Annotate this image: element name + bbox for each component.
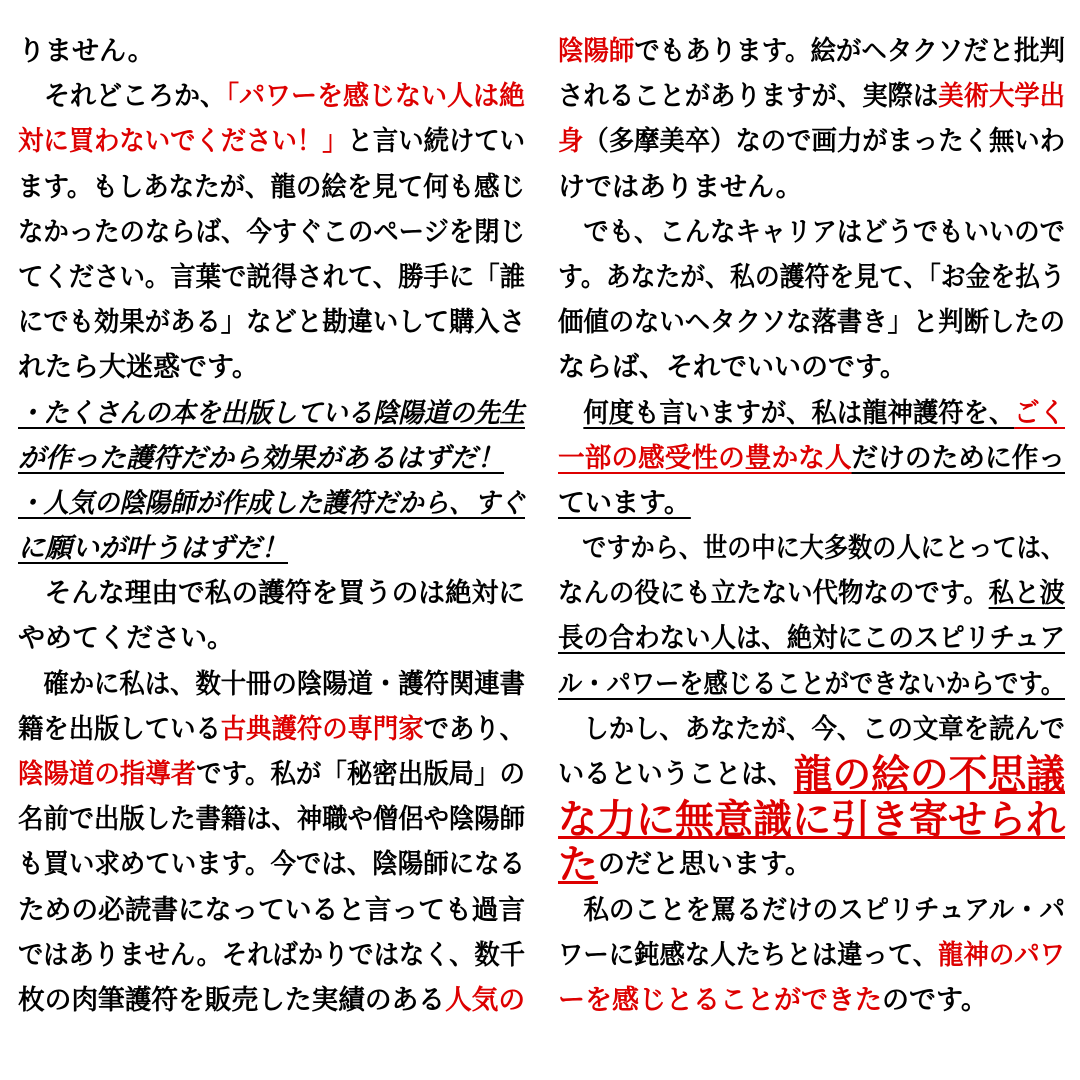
text-segment: が作った護符だから効果があるはずだ！	[18, 442, 504, 474]
text-segment: た	[558, 842, 598, 889]
text-segment: です。私が「秘密出版局」の	[196, 759, 525, 790]
text-line-content	[18, 436, 504, 481]
text-segment: と言い続けてい	[347, 126, 525, 158]
text-line-content	[558, 29, 1065, 74]
text-line	[18, 933, 525, 978]
text-line	[558, 29, 1065, 74]
text-line	[558, 797, 1065, 842]
text-line-content	[558, 165, 803, 210]
text-line-content	[558, 933, 1065, 978]
text-segment: 陰陽道の指導者	[18, 759, 197, 790]
text-line-content	[558, 616, 1065, 661]
text-segment: いるということは、	[558, 759, 794, 790]
text-segment: 龍の絵の不思議	[793, 752, 1065, 798]
text-segment: 「パワーを感じない人は絶	[226, 81, 525, 113]
text-line-content	[558, 842, 812, 888]
text-line-content	[18, 707, 525, 752]
text-segment: に願いが叶うはずだ！	[18, 533, 288, 565]
text-line-content	[18, 29, 155, 74]
text-line-content	[18, 933, 525, 978]
text-line	[558, 74, 1065, 119]
text-segment: 私のことを罵るだけのスピリチュアル・パ	[558, 894, 1065, 926]
text-segment: されることがありますが、実際は	[558, 81, 939, 113]
text-line	[558, 888, 1065, 933]
text-line	[18, 255, 525, 300]
text-line-content	[18, 662, 525, 707]
text-line	[18, 345, 525, 390]
text-line	[18, 752, 525, 797]
text-line-content	[558, 391, 1065, 436]
right-column	[558, 29, 1065, 1023]
text-line	[18, 888, 525, 933]
text-line-content	[18, 842, 525, 887]
text-line-content	[18, 481, 525, 526]
text-line-content	[558, 300, 1065, 345]
text-line	[18, 165, 525, 210]
text-segment: （多摩美卒）なので画力がまったく無いわ	[583, 126, 1065, 158]
text-line	[558, 165, 1065, 210]
text-segment: 長の合わない人は、絶対にこのスピリチュア	[558, 623, 1065, 655]
text-line	[18, 842, 525, 887]
text-segment: であり、	[423, 713, 525, 745]
text-segment: 枚の肉筆護符を販売した実績のある	[18, 984, 445, 1016]
text-segment: 名前で出版した書籍は、神職や僧侶や陰陽師	[18, 804, 525, 836]
text-line-content	[558, 888, 1065, 933]
text-line-content	[558, 978, 988, 1023]
text-line	[18, 481, 525, 526]
text-line-content	[558, 481, 691, 526]
text-segment: でも、こんなキャリアはどうでもいいので	[558, 216, 1065, 248]
text-segment: ています。	[558, 487, 691, 519]
text-segment: のだと思います。	[598, 849, 812, 881]
text-segment: も買い求めています。今では、陰陽師になる	[18, 849, 525, 881]
text-line-content	[558, 662, 1065, 707]
text-line	[558, 752, 1065, 797]
text-segment: ごく	[1014, 397, 1065, 429]
text-line-content	[18, 165, 525, 210]
text-line-content	[558, 752, 1065, 798]
text-line	[558, 255, 1065, 300]
text-line-content	[18, 526, 288, 571]
text-line	[558, 662, 1065, 707]
text-line	[18, 616, 525, 661]
text-line	[558, 526, 1065, 571]
text-line	[558, 481, 1065, 526]
text-segment: 人気の	[444, 984, 525, 1016]
text-line-content	[18, 797, 525, 842]
text-segment	[558, 398, 583, 429]
text-line	[18, 571, 525, 616]
text-line	[18, 436, 525, 481]
text-segment: ための必読書になっていると言っても過言	[18, 894, 525, 926]
text-segment: だけのために作っ	[851, 442, 1065, 474]
text-segment: ですから、世の中に大多数の人にとっては、	[558, 533, 1065, 565]
text-line	[558, 842, 1065, 887]
text-segment: なかったのならば、今すぐこのページを閉じ	[18, 216, 525, 248]
text-segment: ル・パワーを感じることができないからです。	[558, 668, 1065, 700]
text-line	[558, 707, 1065, 752]
text-segment: ・たくさんの本を出版している陰陽道の先生	[18, 397, 525, 429]
text-line-content	[18, 571, 525, 616]
text-line-content	[558, 707, 1065, 752]
text-segment: れたら大迷惑です。	[18, 352, 259, 384]
text-line-content	[18, 74, 525, 119]
text-segment: なんの役にも立たない代物なのです。	[558, 578, 989, 610]
text-line	[558, 616, 1065, 661]
text-segment: てください。言葉で説得されて、勝手に「誰	[18, 261, 525, 293]
text-segment: 価値のないヘタクソな落書き」と判断したの	[558, 307, 1065, 339]
text-line	[18, 707, 525, 752]
text-segment: 龍神のパワ	[938, 939, 1065, 971]
text-segment: 対に買わないでください！」	[18, 126, 348, 158]
text-segment: そんな理由で私の護符を買うのは絶対に	[18, 578, 525, 610]
text-segment: 何度も言いますが、私は龍神護符を、	[583, 397, 1015, 429]
text-segment: ワーに鈍感な人たちとは違って、	[558, 939, 939, 971]
text-segment: 確かに私は、数十冊の陰陽道・護符関連書	[18, 668, 525, 700]
text-segment: 籍を出版している	[18, 713, 221, 745]
text-segment: 古典護符の専門家	[220, 713, 424, 745]
text-line-content	[558, 526, 1065, 571]
text-line-content	[18, 391, 525, 436]
left-column	[18, 29, 525, 1023]
text-line-content	[558, 255, 1065, 300]
text-line	[558, 210, 1065, 255]
text-segment: 身	[558, 126, 584, 158]
text-segment: 陰陽師	[558, 36, 635, 67]
text-line-content	[18, 300, 525, 345]
text-segment: ・人気の陰陽師が作成した護符だから、すぐ	[18, 487, 525, 519]
text-line-content	[18, 255, 525, 300]
text-segment: な力に無意識に引き寄せられ	[558, 797, 1065, 844]
text-segment: 私と波	[988, 578, 1065, 610]
text-line	[18, 119, 525, 164]
text-line-content	[558, 74, 1065, 119]
text-line	[558, 978, 1065, 1023]
text-line-content	[558, 119, 1065, 164]
text-line-content	[558, 571, 1065, 616]
text-line	[18, 526, 525, 571]
text-line-content	[18, 616, 234, 661]
text-segment: 美術大学出	[938, 81, 1065, 113]
text-line	[18, 797, 525, 842]
text-line-content	[18, 752, 525, 797]
text-segment: それどころか、	[18, 81, 226, 113]
text-line-content	[558, 436, 1065, 481]
text-line-content	[18, 345, 259, 390]
text-line-content	[18, 888, 525, 933]
text-segment: 一部の感受性の豊かな人	[558, 442, 852, 474]
text-segment: ーを感じとることができた	[558, 984, 882, 1016]
text-line	[18, 74, 525, 119]
text-segment: ならば、それでいいのです。	[558, 352, 907, 384]
text-line	[18, 300, 525, 345]
text-line	[558, 436, 1065, 481]
text-line	[558, 345, 1065, 390]
text-segment: ます。もしあなたが、龍の絵を見て何も感じ	[18, 171, 525, 203]
text-line	[558, 119, 1065, 164]
text-line	[558, 933, 1065, 978]
text-line-content	[18, 978, 525, 1023]
text-line-content	[558, 797, 1065, 843]
text-line	[558, 391, 1065, 436]
text-line	[18, 662, 525, 707]
text-segment: けではありません。	[558, 171, 803, 203]
text-line	[18, 29, 525, 74]
text-line-content	[18, 119, 525, 164]
text-segment: でもあります。絵がヘタクソだと批判	[634, 36, 1065, 67]
text-segment: にでも効果がある」などと勘違いして購入さ	[18, 307, 525, 339]
text-line	[558, 300, 1065, 345]
text-line-content	[558, 345, 907, 390]
text-segment: す。あなたが、私の護符を見て、「お金を払う	[558, 261, 1065, 293]
text-line	[558, 571, 1065, 616]
text-line-content	[558, 210, 1065, 255]
text-segment: のです。	[882, 984, 988, 1016]
text-line	[18, 210, 525, 255]
text-segment: しかし、あなたが、今、この文章を読んで	[558, 713, 1065, 745]
text-segment: やめてください。	[18, 623, 234, 655]
text-segment: ではありません。そればかりではなく、数千	[18, 939, 525, 971]
text-segment: りません。	[18, 36, 155, 67]
text-line	[18, 978, 525, 1023]
text-line	[18, 391, 525, 436]
text-line-content	[18, 210, 525, 255]
